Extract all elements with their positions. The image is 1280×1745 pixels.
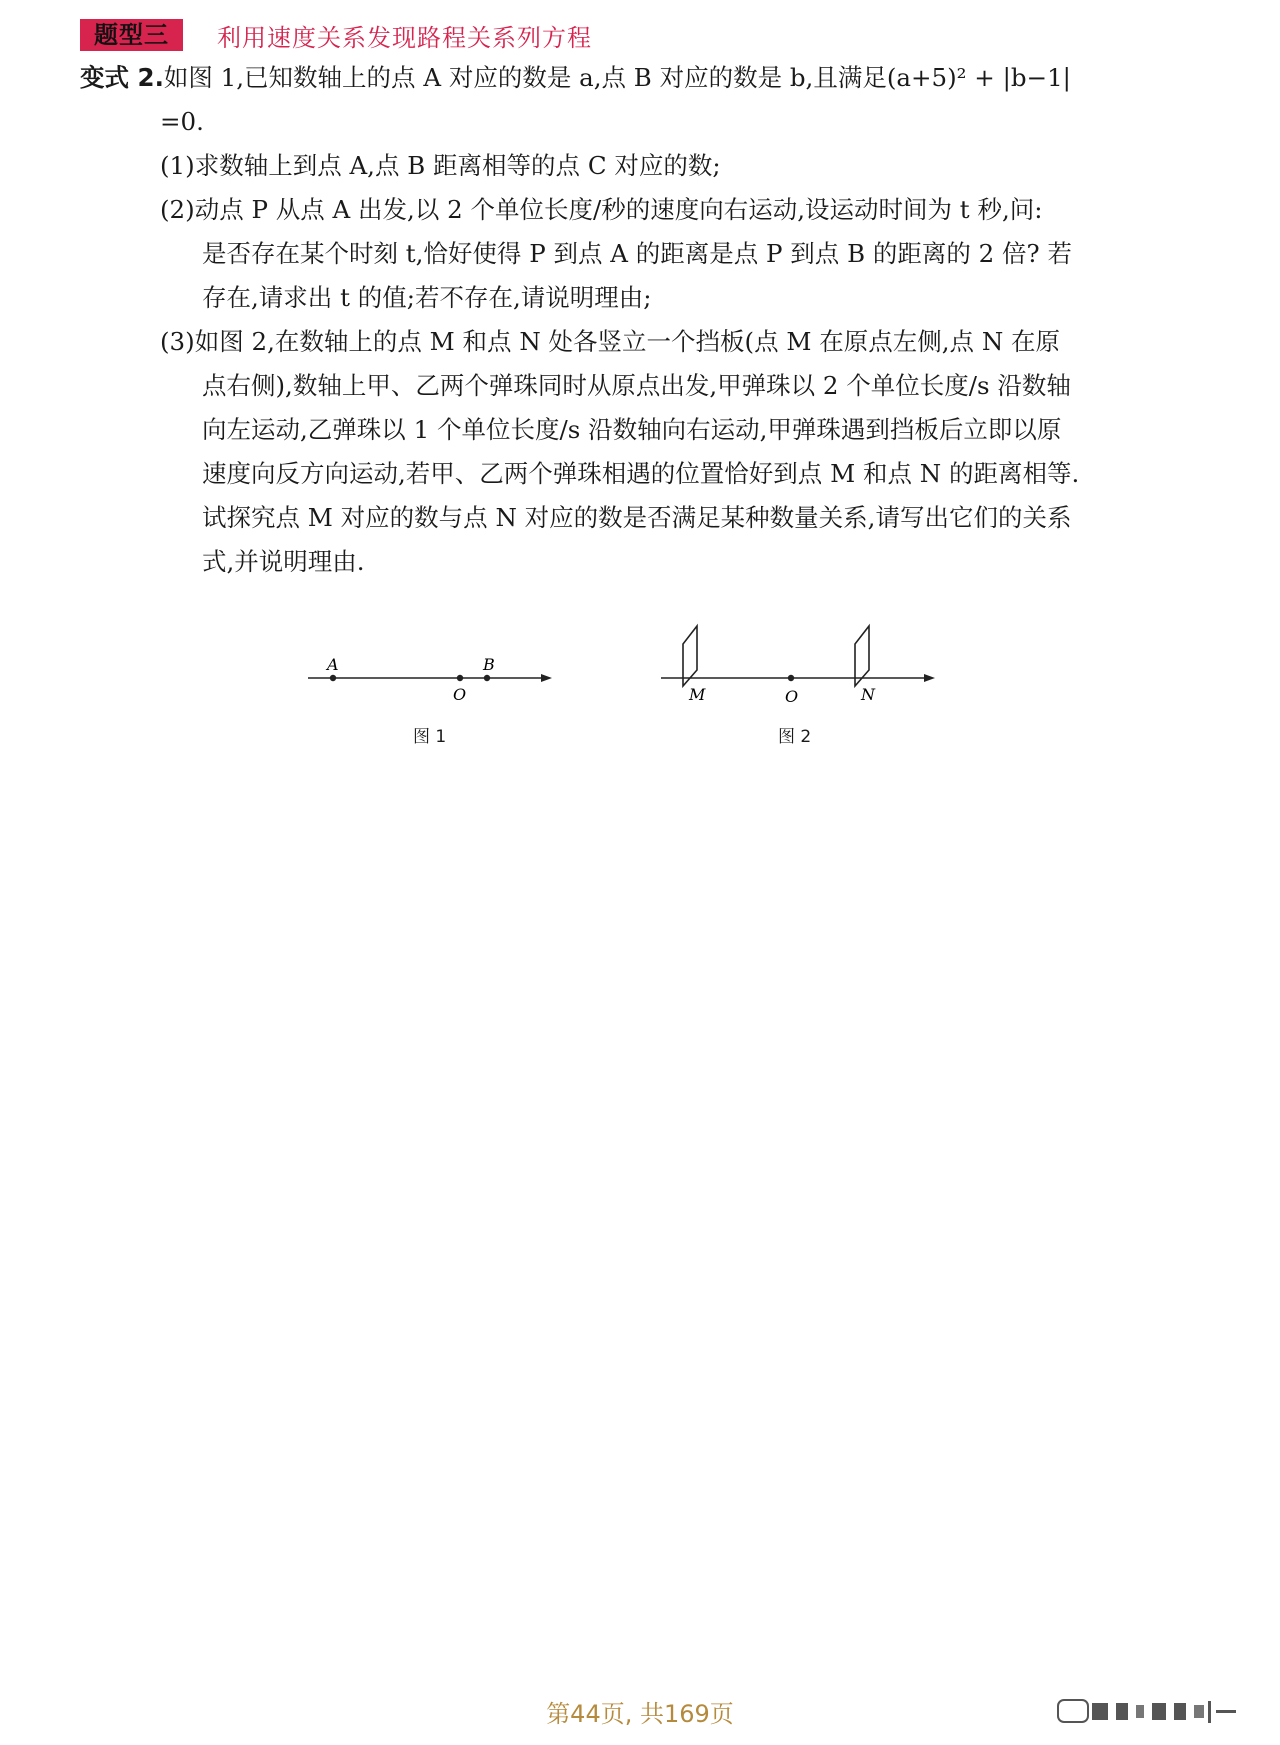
page-indicator: 第44页, 共169页 — [546, 1700, 734, 1728]
baffle-m-shape — [683, 626, 697, 686]
section-title: 利用速度关系发现路程关系列方程 — [217, 23, 592, 52]
point-m-label: M — [689, 685, 706, 704]
baffle-n-shape — [855, 626, 869, 686]
question-1: (1)求数轴上到点 A,点 B 距离相等的点 C 对应的数; — [160, 151, 721, 180]
axis-arrow-icon — [924, 674, 935, 682]
point-a-dot — [330, 675, 336, 681]
question-3-line-4: 速度向反方向运动,若甲、乙两个弹珠相遇的位置恰好到点 M 和点 N 的距离相等. — [202, 459, 1080, 488]
question-3-line-2: 点右侧),数轴上甲、乙两个弹珠同时从原点出发,甲弹珠以 2 个单位长度/s 沿数轴 — [202, 371, 1071, 400]
question-3-line-6: 式,并说明理由. — [202, 547, 365, 576]
figure-1-number-line — [300, 650, 560, 710]
point-b-label: B — [483, 655, 495, 674]
problem-intro-line-1 — [80, 62, 1071, 94]
question-3-line-3: 向左运动,乙弹珠以 1 个单位长度/s 沿数轴向右运动,甲弹珠遇到挡板后立即以原 — [202, 415, 1062, 444]
section-badge: 题型三 — [80, 19, 183, 51]
point-o-label: O — [453, 685, 467, 704]
point-o-label: O — [785, 687, 799, 706]
problem-intro-text: 如图 1,已知数轴上的点 A 对应的数是 a,点 B 对应的数是 b,且满足(a+5)² + |b−1| — [163, 63, 1071, 92]
section-header — [80, 18, 592, 52]
question-2-line-1: (2)动点 P 从点 A 出发,以 2 个单位长度/秒的速度向右运动,设运动时间为 t 秒,问: — [160, 195, 1043, 224]
figure-2-caption: 图 2 — [778, 727, 812, 747]
problem-intro-line-2: =0. — [160, 107, 204, 136]
axis-arrow-icon — [541, 674, 552, 682]
problem-label: 变式 2. — [80, 63, 164, 92]
point-o-dot — [788, 675, 794, 681]
question-2-line-2: 是否存在某个时刻 t,恰好使得 P 到点 A 的距离是点 P 到点 B 的距离的 2 倍? 若 — [202, 239, 1072, 268]
question-3-line-5: 试探究点 M 对应的数与点 N 对应的数是否满足某种数量关系,请写出它们的关系 — [202, 503, 1072, 532]
point-n-label: N — [861, 685, 875, 704]
reader-toolbar-icon[interactable] — [1056, 1697, 1256, 1727]
figure-1-caption: 图 1 — [413, 727, 447, 747]
figure-2-number-line — [655, 620, 945, 715]
point-o-dot — [457, 675, 463, 681]
point-a-label: A — [327, 655, 339, 674]
question-3-line-1: (3)如图 2,在数轴上的点 M 和点 N 处各竖立一个挡板(点 M 在原点左侧,点 N 在原 — [160, 327, 1061, 356]
question-2-line-3: 存在,请求出 t 的值;若不存在,请说明理由; — [202, 283, 652, 312]
point-b-dot — [484, 675, 490, 681]
